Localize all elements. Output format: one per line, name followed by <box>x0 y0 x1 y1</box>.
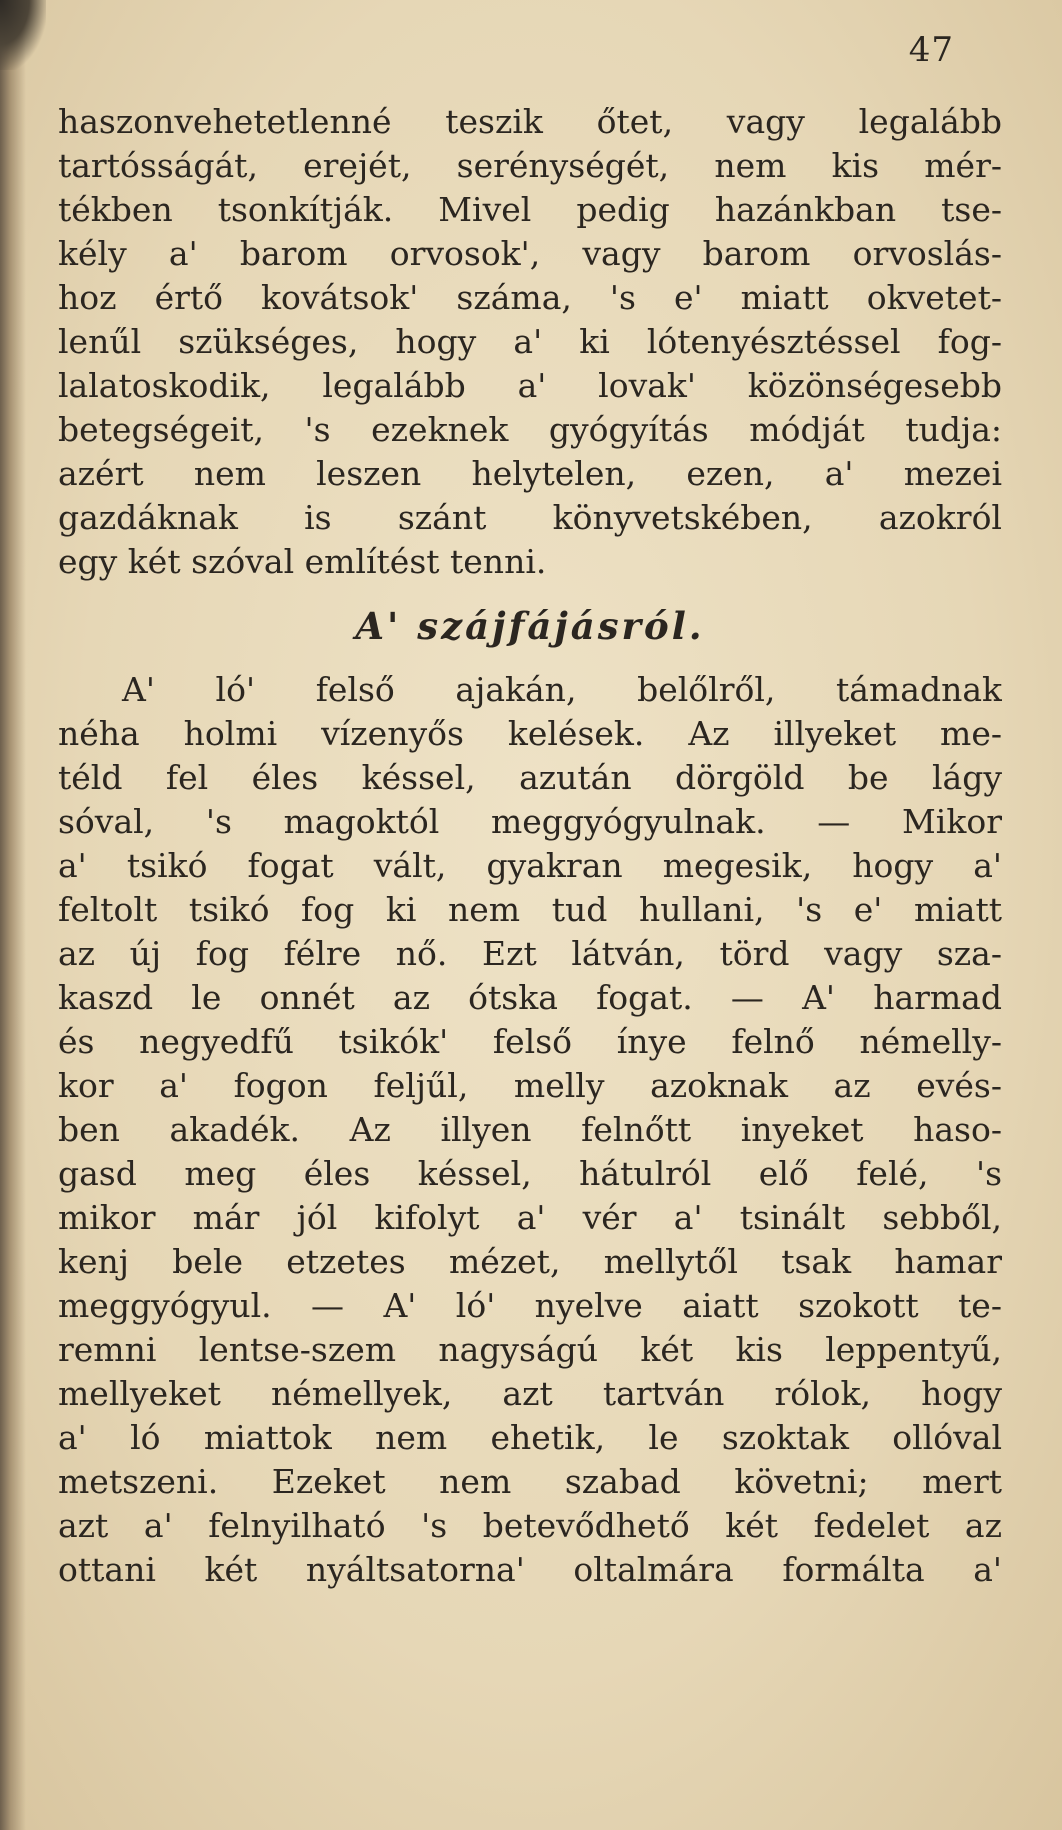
text-line: téld fel éles késsel, azután dörgöld be lágy <box>58 758 1002 797</box>
text-line: ben akadék. Az illyen felnőtt inyeket haso- <box>58 1110 1002 1149</box>
text-line: sóval, 's magoktól meggyógyulnak. — Mikor <box>58 802 1002 841</box>
text-line: gasd meg éles késsel, hátulról elő felé, 's <box>58 1154 1002 1193</box>
text-line: kély a' barom orvosok', vagy barom orvoslás- <box>58 234 1002 273</box>
text-line: feltolt tsikó fog ki nem tud hullani, 's e' miatt <box>58 890 1002 929</box>
text-line: gazdáknak is szánt könyvetskében, azokról <box>58 498 1002 537</box>
text-line: lalatoskodik, legalább a' lovak' közönségesebb <box>58 366 1002 405</box>
text-line: egy két szóval említést tenni. <box>58 542 547 581</box>
text-line: tartósságát, erejét, serénységét, nem kis mér- <box>58 146 1002 185</box>
page-corner-shadow <box>0 0 46 70</box>
paragraph-section <box>58 668 1002 1592</box>
text-line: a' tsikó fogat vált, gyakran megesik, hogy a' <box>58 846 1002 885</box>
text-line: kaszd le onnét az ótska fogat. — A' harmad <box>58 978 1002 1017</box>
text-line: haszonvehetetlenné teszik őtet, vagy legalább <box>58 102 1002 141</box>
text-line: mikor már jól kifolyt a' vér a' tsinált sebből, <box>58 1198 1002 1237</box>
text-line: tékben tsonkítják. Mivel pedig hazánkban tse- <box>58 190 1002 229</box>
body-text <box>58 100 1002 1592</box>
text-line: és negyedfű tsikók' felső ínye felnő némelly- <box>58 1022 1002 1061</box>
text-line: A' ló' felső ajakán, belőlről, támadnak <box>122 670 1002 709</box>
section-heading: A' szájfájásról. <box>355 604 705 648</box>
text-line: a' ló miattok nem ehetik, le szoktak ollóval <box>58 1418 1002 1457</box>
text-line: betegségeit, 's ezeknek gyógyítás módját tudja: <box>58 410 1002 449</box>
text-line: azért nem leszen helytelen, ezen, a' mezei <box>58 454 1002 493</box>
text-line: lenűl szükséges, hogy a' ki lótenyésztéssel fog- <box>58 322 1002 361</box>
text-line: hoz értő kovátsok' száma, 's e' miatt okvetet- <box>58 278 1002 317</box>
page-number: 47 <box>908 30 954 70</box>
paragraph-intro <box>58 100 1002 584</box>
text-line: kor a' fogon feljűl, melly azoknak az evés- <box>58 1066 1002 1105</box>
text-line: kenj bele etzetes mézet, mellytől tsak hamar <box>58 1242 1002 1281</box>
text-line: ottani két nyáltsatorna' oltalmára formálta a' <box>58 1550 1002 1589</box>
text-line: mellyeket némellyek, azt tartván rólok, hogy <box>58 1374 1002 1413</box>
text-line: az új fog félre nő. Ezt látván, törd vagy sza- <box>58 934 1002 973</box>
text-line: azt a' felnyilható 's betevődhető két fedelet az <box>58 1506 1002 1545</box>
text-line: remni lentse-szem nagyságú két kis leppentyű, <box>58 1330 1002 1369</box>
text-line: metszeni. Ezeket nem szabad követni; mert <box>58 1462 1002 1501</box>
text-line: meggyógyul. — A' ló' nyelve aiatt szokott te- <box>58 1286 1002 1325</box>
binding-shadow <box>0 0 26 1830</box>
text-line: néha holmi vízenyős kelések. Az illyeket me- <box>58 714 1002 753</box>
